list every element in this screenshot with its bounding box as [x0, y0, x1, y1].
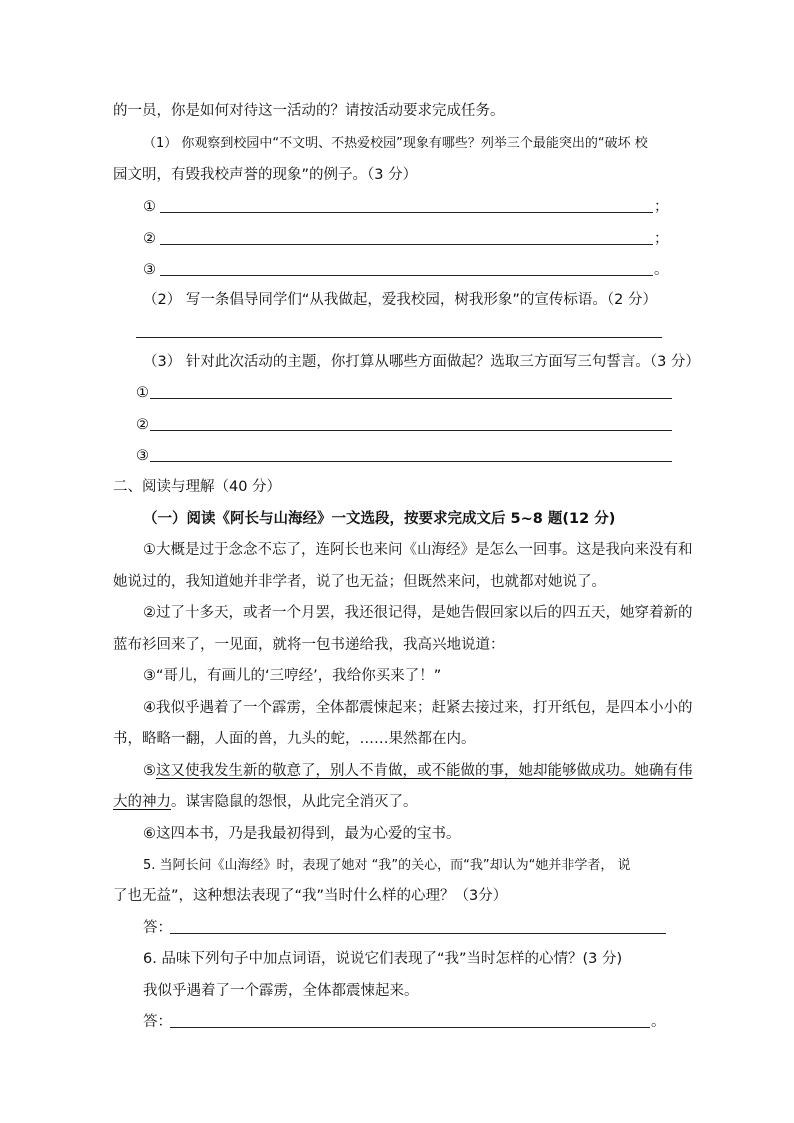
answer-underline: [160, 244, 653, 245]
q3-prompt: （3） 针对此次活动的主题，你打算从哪些方面做起？选取三方面写三句誓言。（3 分）: [143, 354, 700, 370]
intro-line: 的一员，你是如何对待这一活动的？请按活动要求完成任务。: [113, 103, 505, 119]
answer-end-punct: ；: [654, 231, 669, 247]
q1-answer-1[interactable]: [143, 197, 156, 217]
answer-end-punct: ；: [654, 199, 669, 215]
q5-prompt-line1: 5. 当阿长问《山海经》时，表现了她对 “我”的关心，而“我”却认为“她并非学者， 说: [143, 858, 631, 873]
passage-p1-line1: ①大概是过于念念不忘了，连阿长也来问《山海经》是怎么一回事。这是我向来没有和: [143, 542, 693, 558]
underlined-text: 这又使我发生新的敬意了，别人不肯做，或不能做的事，她却能够做成功。她确有伟: [156, 763, 693, 779]
answer-mark: ③: [143, 262, 156, 278]
q3-answer-3[interactable]: [136, 446, 149, 466]
passage-p6: ⑥这四本书，乃是我最初得到，最为心爱的宝书。: [143, 826, 461, 842]
answer-underline: [150, 398, 672, 399]
q5-answer-label: 答：: [143, 920, 172, 936]
q2-prompt: （2） 写一条倡导同学们“从我做起，爱我校园，树我形象”的宣传标语。（2 分）: [143, 292, 657, 308]
passage-p2-line1: ②过了十多天，或者一个月罢，我还很记得，是她告假回家以后的四五天，她穿着新的: [143, 605, 693, 621]
answer-underline: [160, 275, 653, 276]
plain-text: 。谋害隐鼠的怨恨，从此完全消灭了。: [171, 794, 418, 810]
answer-mark: ②: [143, 231, 156, 247]
q3-answer-2[interactable]: [136, 415, 149, 435]
passage-p1-line2: 她说过的，我知道她并非学者，说了也无益；但既然来问，也就都对她说了。: [113, 574, 606, 590]
q6-sentence: 我似乎遇着了一个霹雳，全体都震悚起来。: [143, 983, 419, 999]
passage-p5-line1: [143, 761, 693, 781]
answer-end-punct: 。: [654, 262, 669, 278]
answer-underline: [150, 430, 672, 431]
q1-prompt-line1: （1） 你观察到校园中“不文明、不热爱校园”现象有哪些？列举三个最能突出的“破坏 校: [143, 136, 648, 151]
answer-mark: ③: [136, 448, 149, 464]
q1-answer-3[interactable]: [143, 260, 156, 280]
underlined-text: 大的神力: [113, 794, 171, 810]
section-title: 二、阅读与理解（40 分）: [113, 479, 282, 495]
q1-prompt-line2: 园文明，有毁我校声誉的现象”的例子。（3 分）: [113, 167, 418, 183]
q6-answer-line[interactable]: [170, 1027, 650, 1028]
q5-answer-line[interactable]: [170, 933, 666, 934]
q5-prompt-line2: 了也无益”，这种想法表现了“我”当时什么样的心理？（3分）: [113, 888, 508, 904]
passage-p5-line2: [113, 792, 418, 812]
q6-answer-label: 答：: [143, 1014, 172, 1030]
passage-p4-line2: 书，略略一翻，人面的兽，九头的蛇，……果然都在内。: [113, 731, 476, 747]
q2-answer-line[interactable]: [136, 337, 662, 338]
q3-answer-1[interactable]: [136, 383, 149, 403]
passage-p3: ③“哥儿，有画儿的‘三哼经’，我给你买来了！”: [143, 668, 442, 684]
passage-p4-line1: ④我似乎遇着了一个霹雳，全体都震悚起来；赶紧去接过来，打开纸包，是四本小小的: [143, 700, 693, 716]
answer-mark: ①: [136, 385, 149, 401]
passage-p2-line2: 蓝布衫回来了，一见面，就将一包书递给我，我高兴地说道：: [113, 637, 505, 653]
part-title: （一）阅读《阿长与山海经》一文选段，按要求完成文后 5~8 题(12 分): [143, 511, 616, 527]
q6-prompt-line1: 6. 品味下列句子中加点词语，说说它们表现了“我”当时怎样的心情？(3 分): [143, 951, 623, 967]
q1-answer-2[interactable]: [143, 229, 156, 249]
answer-underline: [150, 461, 672, 462]
answer-end-punct: 。: [651, 1014, 666, 1030]
paragraph-mark: ⑤: [143, 763, 156, 779]
answer-mark: ①: [143, 199, 156, 215]
answer-mark: ②: [136, 417, 149, 433]
answer-underline: [160, 212, 653, 213]
